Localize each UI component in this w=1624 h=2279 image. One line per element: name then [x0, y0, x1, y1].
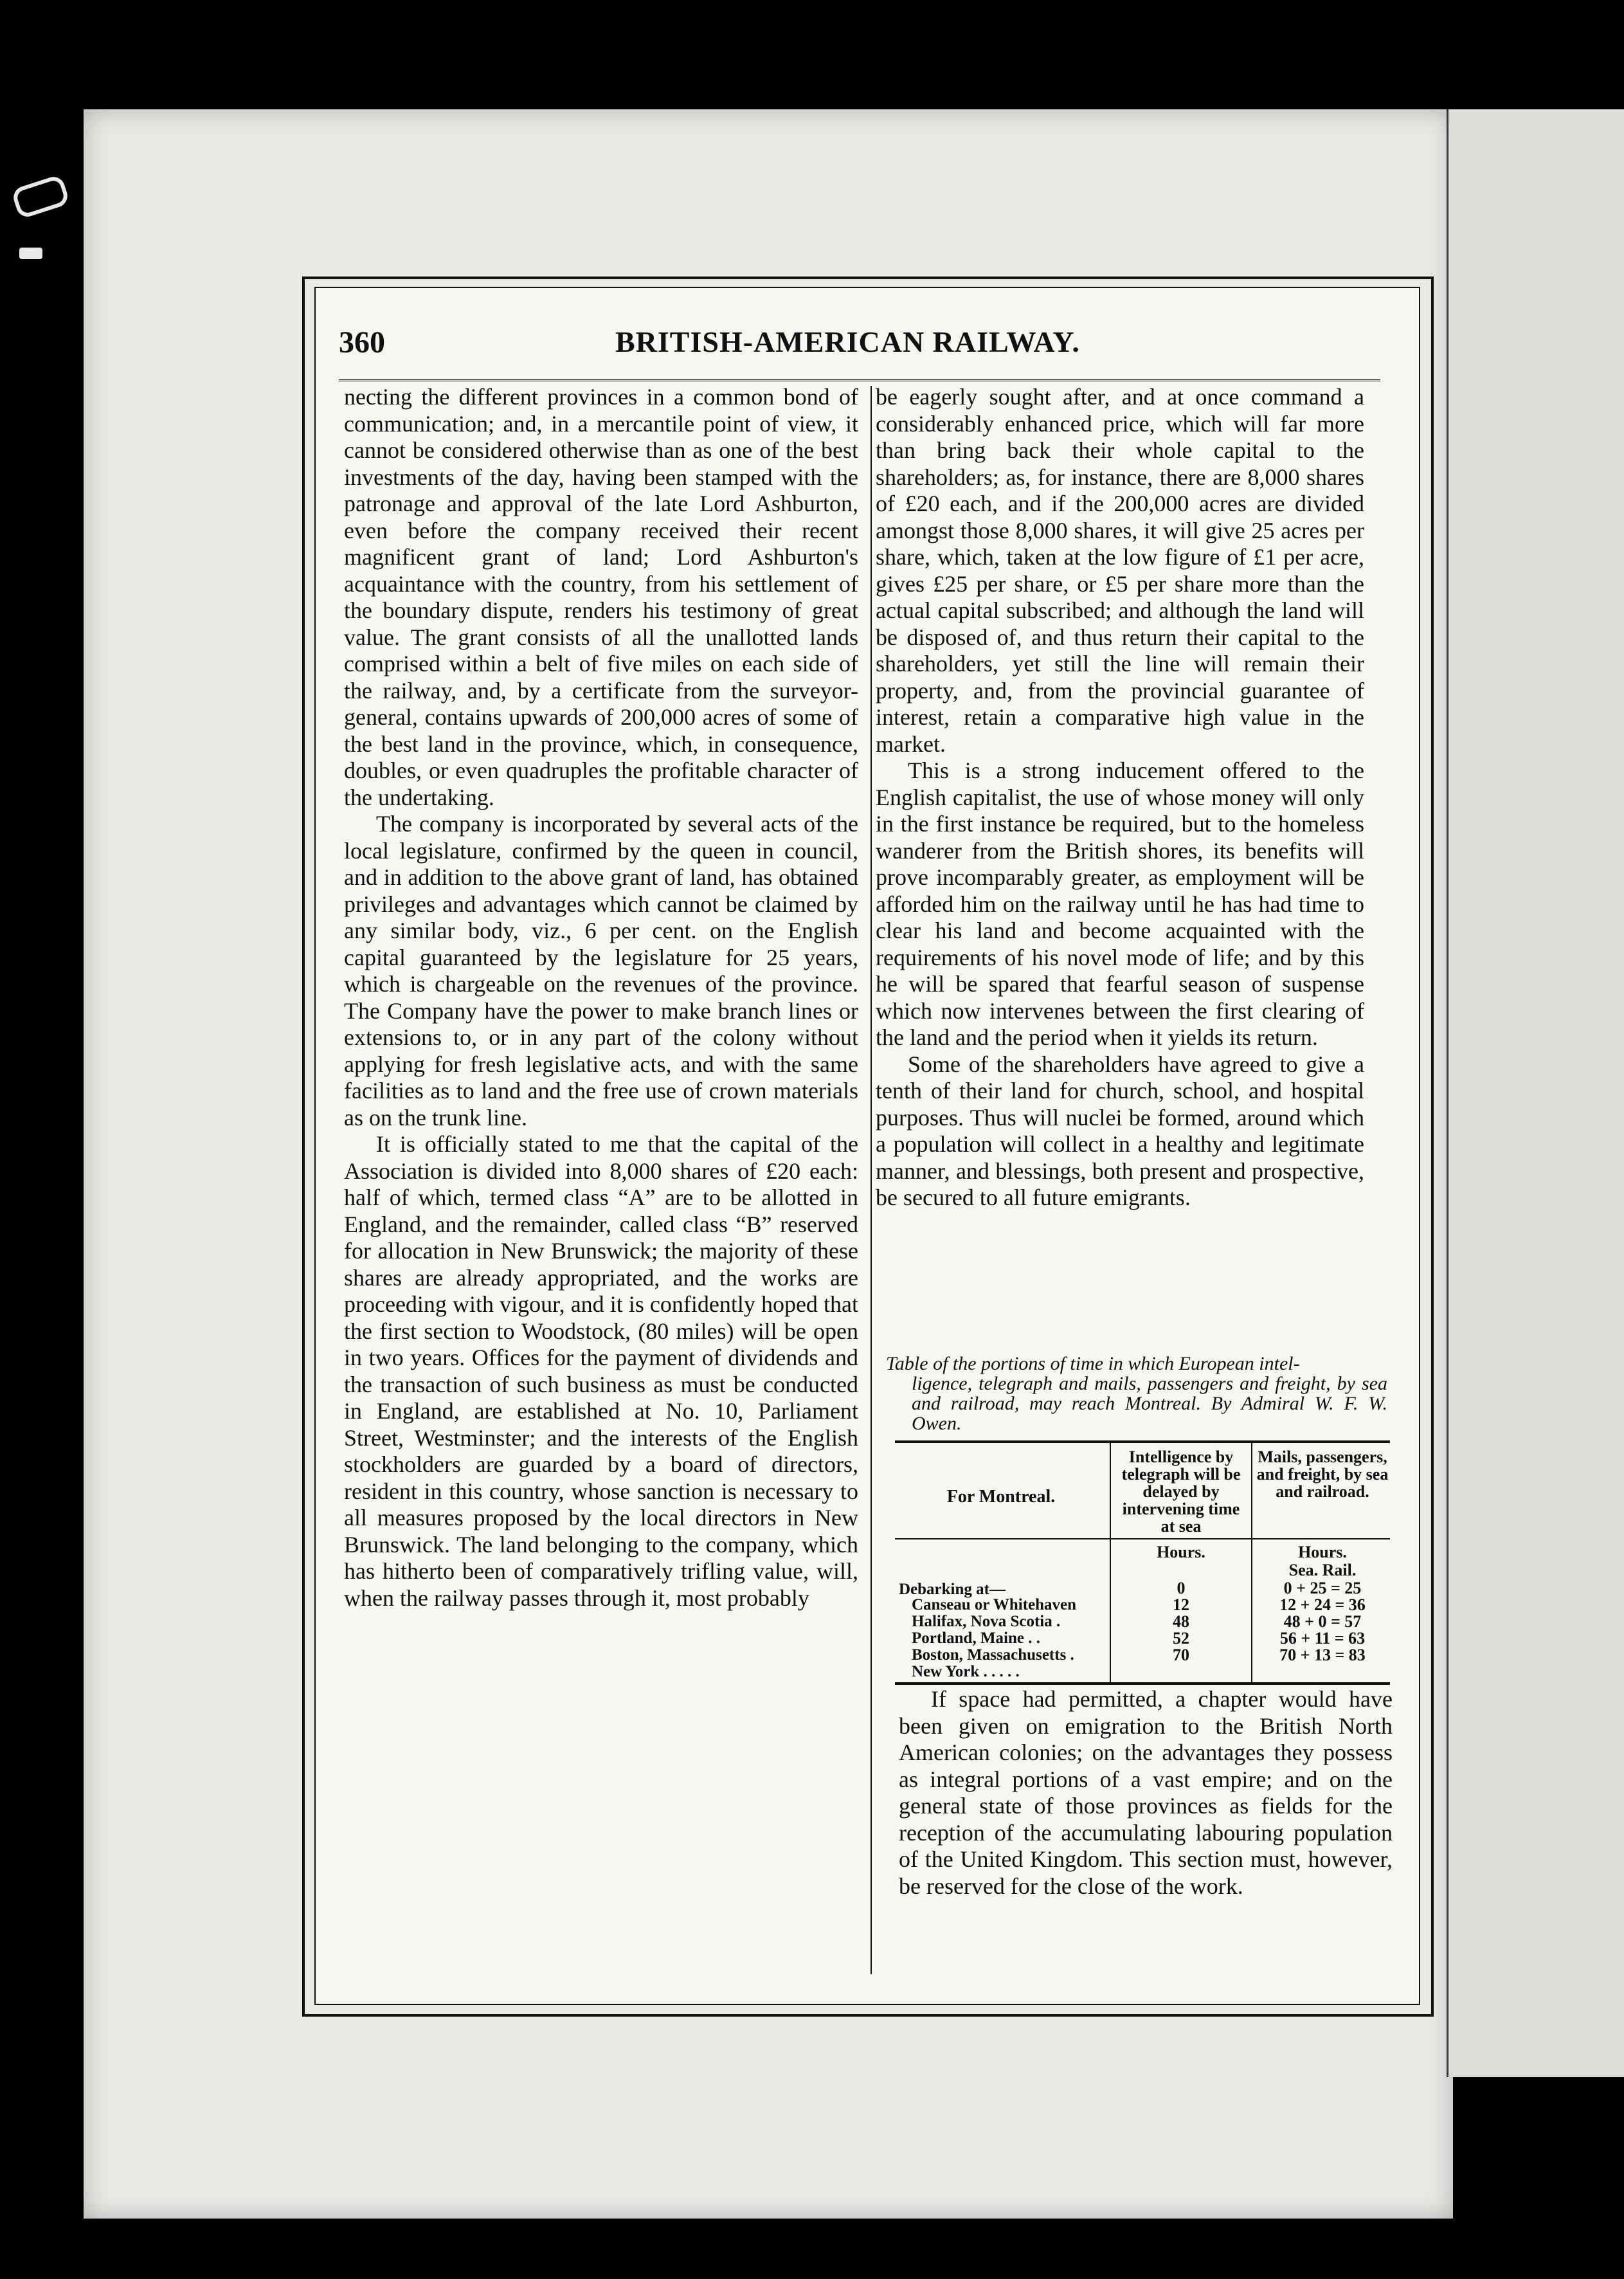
adjacent-page-edge	[1447, 109, 1624, 2077]
caption-line: Table of the portions of time in which European intel-	[886, 1353, 1300, 1374]
timing-table	[895, 1440, 1390, 1685]
table-row-mails: 48 + 0 = 57	[1283, 1612, 1362, 1631]
left-column	[344, 384, 858, 1612]
table-row-place: New York . . . . .	[912, 1663, 1020, 1680]
column-header-mails: Mails, passengers, and freight, by sea and railroad.	[1256, 1448, 1389, 1501]
unit-label: Hours.	[1157, 1543, 1205, 1561]
table-row-mails: 12 + 24 = 36	[1279, 1595, 1366, 1614]
table-row-intelligence: 12	[1173, 1595, 1189, 1614]
page-number: 360	[339, 325, 385, 359]
table-row-intelligence: 0	[1177, 1579, 1186, 1597]
rows-label: Debarking at—	[899, 1581, 1006, 1598]
paragraph: The company is incorporated by several acts of the local legislature, confirmed by the queen in council, and in addition to the above grant of land, has obtained privileges and advantages which cannot be claimed by any similar body, viz., 6 per cent. on the English capital guaranteed by the legislature for 25 years, which is chargeable on the revenues of the province. The Company have the power to make branch lines or extensions to, or in any part of the colony without applying for fresh legislative acts, and with the same facilities as to land and the free use of crown materials as on the trunk line.	[344, 811, 858, 1130]
right-column-closing	[899, 1686, 1393, 1900]
unit-label: Hours.	[1298, 1543, 1347, 1561]
page-header	[339, 325, 1380, 370]
table-header-rule	[895, 1538, 1390, 1539]
paragraph: It is officially stated to me that the capital of the Association is divided into 8,000 shares of £20 each: half of which, termed class “A” are to be allotted in England, and the remainder, called class “B” reserved for allocation in New Brunswick; the majority of these shares are already appropriated, and the works are proceeding with vigour, and it is confidently hoped that the first section to Woodstock, (80 miles) will be open in two years. Offices for the payment of dividends and the transaction of such business as must be conducted in England, are established at No. 10, Parliament Street, Westminster; and the interests of the English stockholders are guarded by a board of directors, resident in this country, whose sanction is necessary to all measures proposed by the local directors in New Brunswick. The land belonging to the company, which has hitherto been of comparatively trifling value, will, when the railway passes through it, most probably	[344, 1131, 858, 1611]
table-caption	[886, 1354, 1387, 1433]
paragraph: Some of the shareholders have agreed to give a tenth of their land for church, school, and hospital purposes. Thus will nuclei be formed, around which a population will collect in a healthy and legitimate manner, and blessings, both present and prospective, be secured to all future emigrants.	[876, 1051, 1364, 1210]
table-row-mails: 0 + 25 = 25	[1283, 1579, 1362, 1597]
column-header-for-montreal: For Montreal.	[946, 1487, 1056, 1507]
table-row-place: Portland, Maine . .	[912, 1630, 1040, 1647]
running-title: BRITISH-AMERICAN RAILWAY.	[615, 325, 1080, 358]
table-row-mails: 56 + 11 = 63	[1279, 1629, 1366, 1648]
table-divider	[1251, 1443, 1252, 1682]
paragraph: necting the different provinces in a common bond of communication; and, in a mercantile point of view, it cannot be considered otherwise than as one of the best investments of the day, having been stamped with the patronage and approval of the late Lord Ashburton, even before the company received their recent magnificent grant of land; Lord Ashburton's acquaintance with the country, from his settlement of the boundary dispute, renders his testimony of great value. The grant consists of all the unallotted lands comprised within a belt of five miles on each side of the railway, and, by a certificate from the surveyor-general, contains upwards of 200,000 acres of some of the best land in the province, which, in consequence, doubles, or even quadruples the profitable character of the undertaking.	[344, 384, 858, 810]
column-divider	[871, 386, 872, 1974]
table-row-intelligence: 52	[1173, 1629, 1189, 1648]
binding-hole-mark	[11, 174, 71, 220]
caption-continuation: ligence, telegraph and mails, passengers and freight, by sea and railroad, may reach Montreal. By Admiral W. F. W. Owen.	[912, 1373, 1387, 1434]
table-row-place: Halifax, Nova Scotia .	[912, 1613, 1061, 1630]
table-row-place: Boston, Massachusetts .	[912, 1646, 1074, 1664]
column-header-intelligence: Intelligence by telegraph will be delayed by intervening time at sea	[1121, 1448, 1241, 1536]
binding-dot-mark	[19, 248, 42, 259]
paragraph: If space had permitted, a chapter would have been given on emigration to the British North American colonies; on the advantages they possess as integral portions of a vast empire; and on the general state of those provinces as fields for the reception of the accumulating labouring population of the United Kingdom. This section must, however, be reserved for the close of the work.	[899, 1686, 1393, 1899]
table-row-intelligence: 70	[1173, 1646, 1189, 1664]
table-row-mails: 70 + 13 = 83	[1279, 1646, 1366, 1664]
table-row-intelligence: 48	[1173, 1612, 1189, 1631]
table-row-place: Canseau or Whitehaven	[912, 1596, 1077, 1613]
header-rule	[339, 379, 1380, 381]
right-column	[876, 384, 1364, 1212]
unit-sub-label: Sea. Rail.	[1288, 1561, 1357, 1579]
paragraph: be eagerly sought after, and at once command a considerably enhanced price, which will far more than bring back their whole capital to the shareholders; as, for instance, there are 8,000 shares of £20 each, and if the 200,000 acres are divided amongst those 8,000 shares, it will give 25 acres per share, which, taken at the low figure of £1 per acre, gives £25 per share, or £5 per share more than the actual capital subscribed; and although the land will be disposed of, and thus return their capital to the shareholders, yet still the line will remain their property, and, from the provincial guarantee of interest, retain a comparative high value in the market.	[876, 384, 1364, 757]
paragraph: This is a strong inducement offered to the English capitalist, the use of whose money will only in the first instance be required, but to the homeless wanderer from the British shores, its benefits will prove incomparably greater, as employment will be afforded him on the railway until he has had time to clear his land and become acquainted with the requirements of his novel mode of life; and by this he will be spared that fearful season of suspense which now intervenes between the first clearing of the land and the period when it yields its return.	[876, 758, 1364, 1050]
